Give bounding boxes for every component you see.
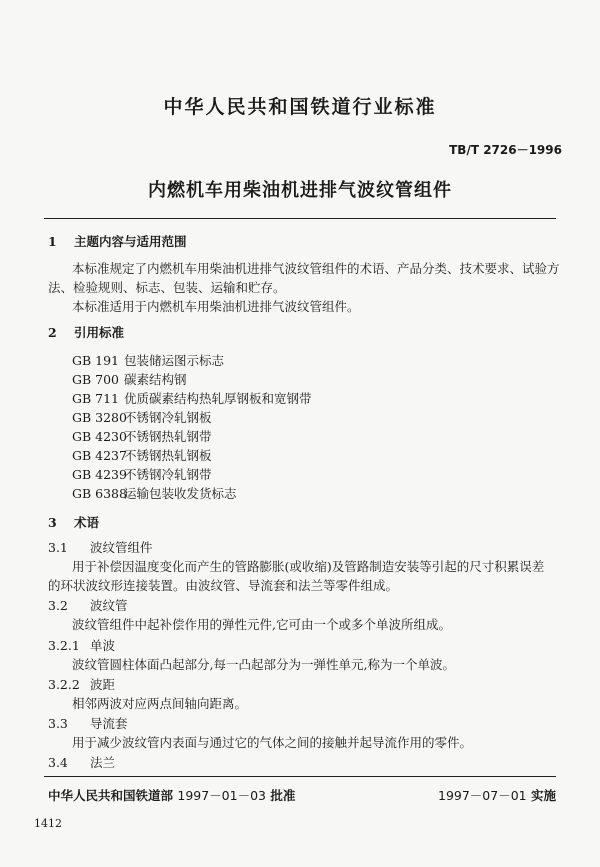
section-number: 3: [48, 515, 57, 530]
reference-item: GB 3280不锈钢冷轧钢板: [72, 410, 212, 425]
section-title: 术语: [74, 515, 100, 530]
section-2-heading: [48, 323, 124, 341]
term-heading: 3.4 法兰: [48, 755, 116, 770]
implementation-statement: [438, 786, 556, 804]
paragraph-line: 本标准规定了内燃机车用柴油机进排气波纹管组件的术语、产品分类、技术要求、试验方: [72, 261, 560, 276]
term-heading: 3.3 导流套: [48, 716, 128, 731]
term-heading: 3.2.1 单波: [48, 638, 116, 653]
term-definition-line: 波纹管组件中起补偿作用的弹性元件,它可由一个或多个单波所组成。: [72, 617, 451, 632]
section-3-heading: [48, 513, 99, 531]
implementation-date: 1997－07－01: [438, 788, 527, 803]
org-title: 中华人民共和国铁道行业标准: [163, 96, 437, 118]
term-heading: 3.2 波纹管: [48, 598, 128, 613]
approve-date: 1997－01－03: [177, 788, 266, 803]
approval-statement: [48, 786, 295, 804]
term-definition-line: 相邻两波对应两点间轴向距离。: [72, 696, 248, 711]
term-definition-line: 用于补偿因温度变化而产生的管路膨胀(或收缩)及管路制造安装等引起的尺寸积累误差: [72, 559, 545, 574]
section-number: 1: [48, 234, 57, 249]
paragraph-line: 本标准适用于内燃机车用柴油机进排气波纹管组件。: [72, 299, 360, 314]
reference-item: GB 700 碳素结构钢: [72, 372, 187, 387]
reference-item: GB 191 包装储运图示标志: [72, 353, 225, 368]
reference-item: GB 6388运输包装收发货标志: [72, 486, 237, 501]
standard-code: TB/T 2726－1996: [449, 143, 562, 157]
reference-item: GB 4239不锈钢冷轧钢带: [72, 467, 212, 482]
footer-divider: [44, 776, 556, 777]
reference-item: GB 711 优质碳素结构热轧厚钢板和宽钢带: [72, 391, 312, 406]
reference-item: GB 4237不锈钢热轧钢板: [72, 448, 212, 463]
implementation-label: 实施: [530, 788, 556, 803]
term-definition-line: 波纹管圆柱体面凸起部分,每一凸起部分为一弹性单元,称为一个单波。: [72, 657, 455, 672]
paragraph-line: 法、检验规则、标志、包装、运输和贮存。: [48, 280, 286, 295]
section-number: 2: [48, 325, 57, 340]
term-heading: 3.1 波纹管组件: [48, 540, 153, 555]
section-title: 主题内容与适用范围: [74, 234, 187, 249]
document-title: 内燃机车用柴油机进排气波纹管组件: [148, 180, 452, 201]
term-heading: 3.2.2 波距: [48, 677, 116, 692]
title-divider: [44, 218, 556, 219]
approve-label: 批准: [270, 788, 296, 803]
page-number: 1412: [34, 817, 62, 830]
term-definition-line: 用于减少波纹管内表面与通过它的气体之间的接触并起导流作用的零件。: [72, 735, 473, 750]
issuer: 中华人民共和国铁道部: [48, 788, 174, 803]
section-title: 引用标准: [74, 325, 125, 340]
term-definition-line: 的环状波纹形连接装置。由波纹管、导流套和法兰等零件组成。: [48, 578, 399, 593]
reference-item: GB 4230不锈钢热轧钢带: [72, 429, 212, 444]
section-1-heading: [48, 232, 187, 250]
